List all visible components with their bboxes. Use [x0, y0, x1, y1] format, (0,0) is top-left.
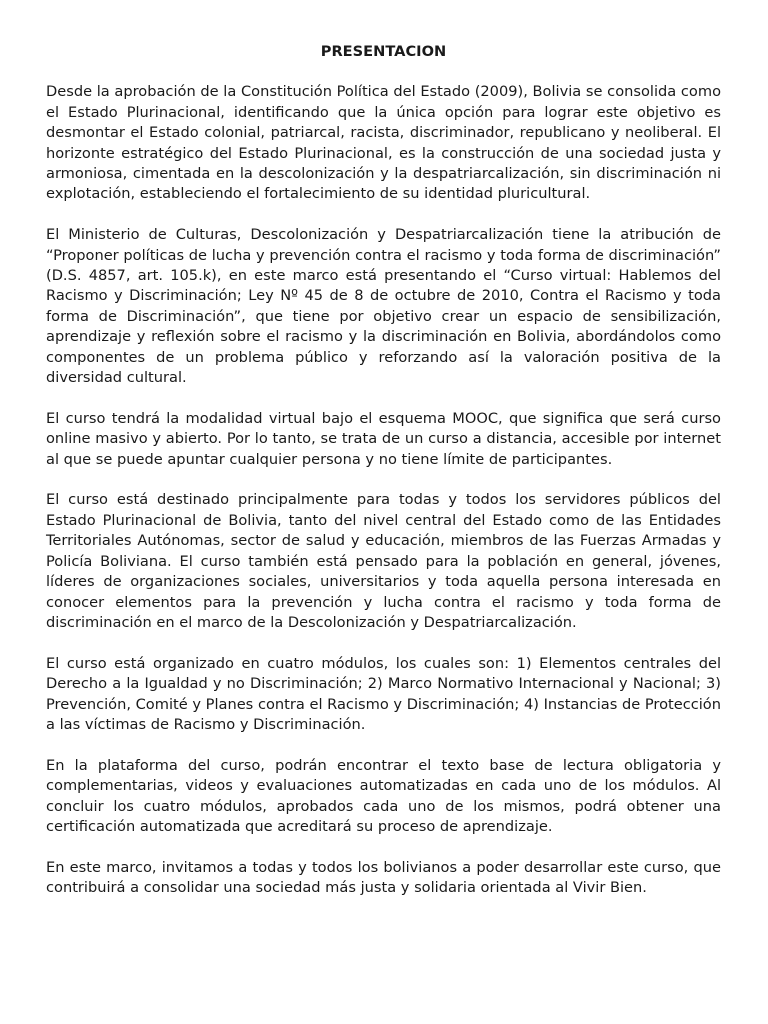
page-title: PRESENTACION: [320, 43, 447, 60]
paragraph-intro: Desde la aprobación de la Constitución Política del Estado (2009), Bolivia se consolida como el Estado Plurinacional, identificando que la única opción para lograr este objetivo es desmontar el Estado colonial, patriarcal, racista, discriminador, republicano y neoliberal. El horizonte estratégico del Estado Plurinacional, es la construcción de una sociedad justa y armoniosa, cimentada en la descolonización y la despatriarcalización, sin discriminación ni explotación, estableciendo el fortalecimiento de su identidad pluricultural.: [46, 83, 721, 203]
paragraph-audience: El curso está destinado principalmente para todas y todos los servidores públicos del Estado Plurinacional de Bolivia, tanto del nivel central del Estado como de las Entidades Territoriales Autónomas, sector de salud y educación, miembros de las Fuerzas Armadas y Policía Boliviana. El curso también está pensado para la población en general, jóvenes, líderes de organizaciones sociales, universitarios y toda aquella persona interesada en conocer elementos para la prevención y lucha contra el racismo y toda forma de discriminación en el marco de la Descolonización y Despatriarcalización.: [46, 491, 721, 631]
paragraph-modality: El curso tendrá la modalidad virtual bajo el esquema MOOC, que significa que será curso online masivo y abierto. Por lo tanto, se trata de un curso a distancia, accesible por internet al que se puede apuntar cualquier persona y no tiene límite de participantes.: [46, 409, 721, 468]
paragraph-invitation: En este marco, invitamos a todas y todos los bolivianos a poder desarrollar este curso, que contribuirá a consolidar una sociedad más justa y solidaria orientada al Vivir Bien.: [46, 858, 721, 897]
paragraph-ministry: El Ministerio de Culturas, Descolonización y Despatriarcalización tiene la atribución de “Proponer políticas de lucha y prevención contra el racismo y toda forma de discriminación” (D.S. 4857, art. 105.k), en este marco está presentando el “Curso virtual: Hablemos del Racismo y Discriminación; Ley Nº 45 de 8 de octubre de 2010, Contra el Racismo y toda forma de Discriminación”, que tiene por objetivo crear un espacio de sensibilización, aprendizaje y reflexión sobre el racismo y la discriminación en Bolivia, abordándolos como componentes de un problema público y reforzando así la valoración positiva de la diversidad cultural.: [46, 226, 721, 387]
paragraph-platform: En la plataforma del curso, podrán encontrar el texto base de lectura obligatoria y complementarias, videos y evaluaciones automatizadas en cada uno de los módulos. Al concluir los cuatro módulos, aprobados cada uno de los mismos, podrá obtener una certificación automatizada que acreditará su proceso de aprendizaje.: [46, 756, 721, 835]
paragraph-modules: El curso está organizado en cuatro módulos, los cuales son: 1) Elementos centrales del Derecho a la Igualdad y no Discriminación; 2) Marco Normativo Internacional y Nacional; 3) Prevención, Comité y Planes contra el Racismo y Discriminación; 4) Instancias de Protección a las víctimas de Racismo y Discriminación.: [46, 654, 721, 733]
document-page: [46, 42, 721, 919]
